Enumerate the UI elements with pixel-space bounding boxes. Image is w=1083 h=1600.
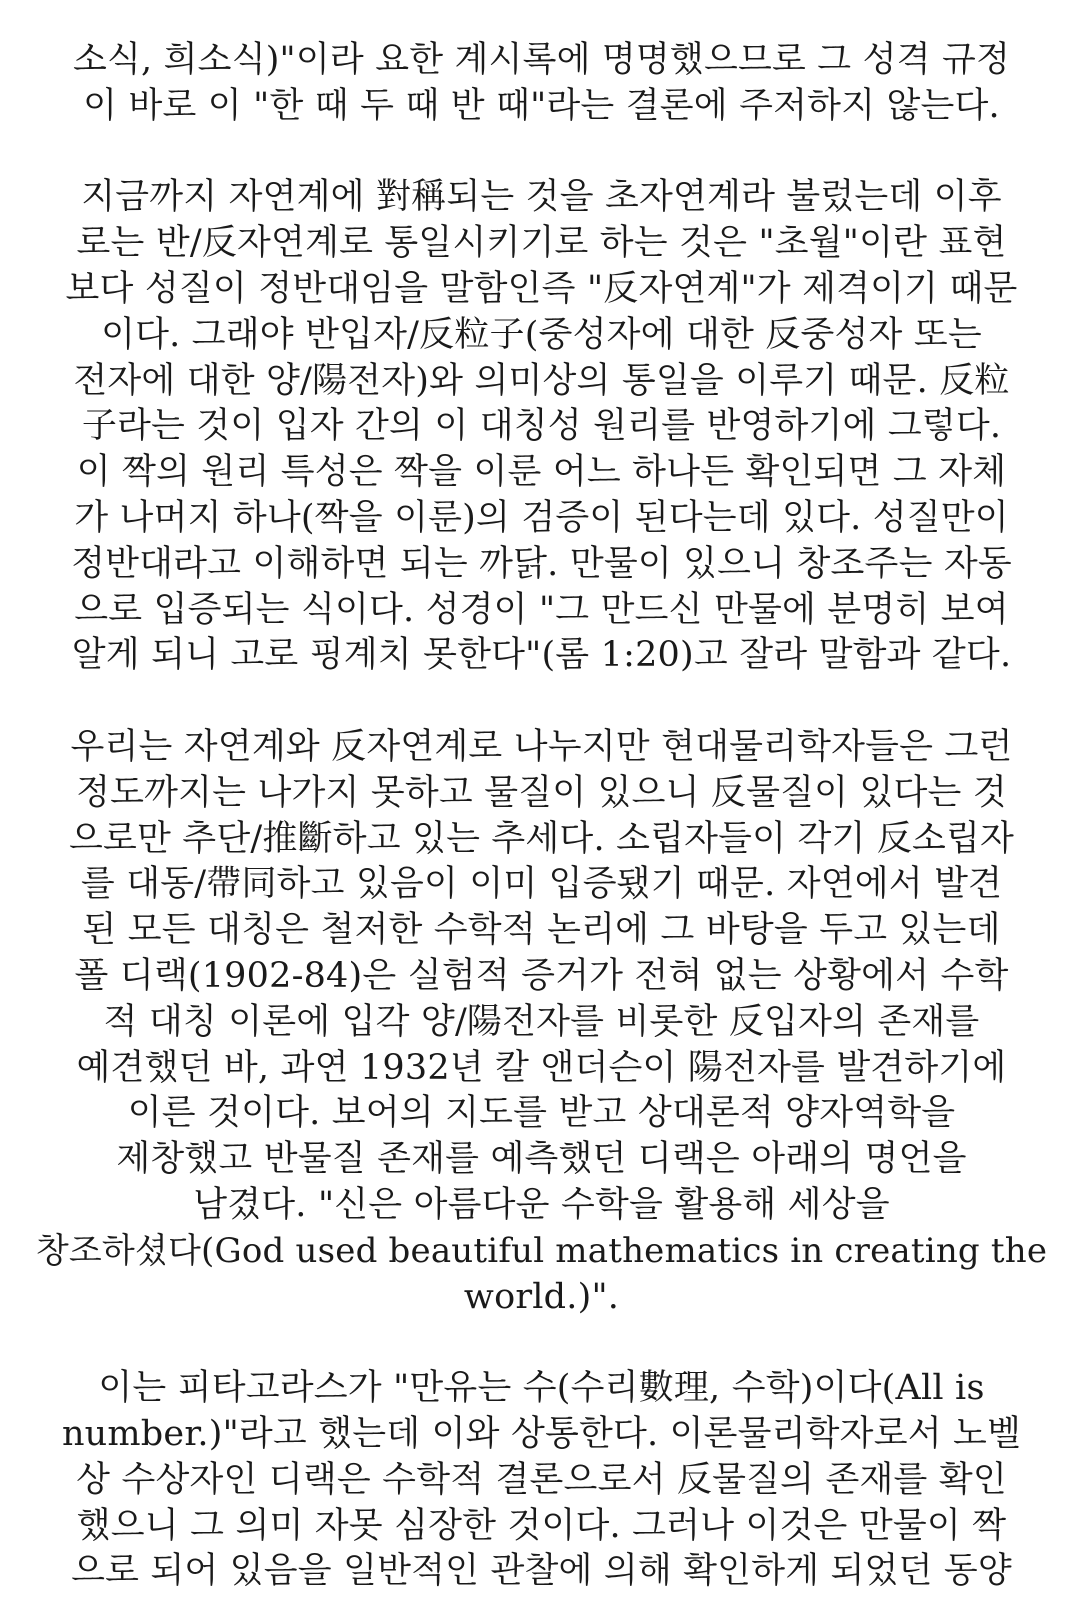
text-line: 창조하셨다(God used beautiful mathematics in creating the [35, 1230, 1048, 1271]
text-line: 예견했던 바, 과연 1932년 칼 앤더슨이 陽전자를 발견하기에 [76, 1047, 1007, 1088]
text-line: 으로만 추단/推斷하고 있는 추세다. 소립자들이 각기 反소립자 [68, 818, 1015, 859]
text-line: 정도까지는 나가지 못하고 물질이 있으니 反물질이 있다는 것 [76, 772, 1007, 813]
text-line: 소식, 희소식)"이라 요한 계시록에 명명했으므로 그 성격 규정 [73, 40, 1010, 80]
text-line: 이른 것이다. 보어의 지도를 받고 상대론적 양자역학을 [127, 1093, 956, 1134]
text-line: 이 짝의 원리 특성은 짝을 이룬 어느 하나든 확인되면 그 자체 [76, 452, 1007, 493]
text-line: 제창했고 반물질 존재를 예측했던 디랙은 아래의 명언을 [116, 1139, 967, 1180]
text-line: 를 대동/帶同하고 있음이 이미 입증됐기 때문. 자연에서 발견 [80, 864, 1003, 905]
text-line: 로는 반/反자연계로 통일시키기로 하는 것은 "초월"이란 표현 [76, 223, 1007, 264]
paragraph-1 [30, 38, 1053, 130]
text-line: 이 바로 이 "한 때 두 때 반 때"라는 결론에 주저하지 않는다. [83, 85, 1000, 126]
paragraph-4 [30, 1366, 1053, 1595]
text-line: 폴 디랙(1902-84)은 실험적 증거가 전혀 없는 상황에서 수학 [74, 955, 1009, 996]
text-line: 알게 되니 고로 핑계치 못한다"(롬 1:20)고 잘라 말함과 같다. [71, 635, 1012, 676]
text-line: world.)". [463, 1276, 620, 1317]
text-line: 남겼다. "신은 아름다운 수학을 활용해 세상을 [193, 1184, 890, 1225]
text-line: 으로 되어 있음을 일반적인 관찰에 의해 확인하게 되었던 동양 [71, 1551, 1012, 1592]
text-line: 지금까지 자연계에 對稱되는 것을 초자연계라 불렀는데 이후 [81, 177, 1002, 218]
text-line: 이다. 그래야 반입자/反粒子(중성자에 대한 反중성자 또는 [101, 314, 982, 355]
text-line: 가 나머지 하나(짝을 이룬)의 검증이 된다는데 있다. 성질만이 [74, 497, 1009, 538]
text-line: 상 수상자인 디랙은 수학적 결론으로서 反물질의 존재를 확인 [76, 1459, 1007, 1500]
text-line: 이는 피타고라스가 "만유는 수(수리數理, 수학)이다(All is [98, 1368, 985, 1409]
text-line: 적 대칭 이론에 입각 양/陽전자를 비롯한 反입자의 존재를 [103, 1001, 980, 1042]
paragraph-2 [30, 175, 1053, 679]
text-line: 으로 입증되는 식이다. 성경이 "그 만드신 만물에 분명히 보여 [74, 589, 1009, 630]
body-text [30, 38, 1053, 1600]
text-line: 정반대라고 이해하면 되는 까닭. 만물이 있으니 창조주는 자동 [71, 543, 1012, 584]
text-line: 보다 성질이 정반대임을 말함인즉 "反자연계"가 제격이기 때문 [65, 268, 1018, 309]
text-line: 전자에 대한 양/陽전자)와 의미상의 통일을 이루기 때문. 反粒 [73, 360, 1010, 401]
text-line: number.)"라고 했는데 이와 상통한다. 이론물리학자로서 노벨 [61, 1413, 1022, 1454]
text-line: 子라는 것이 입자 간의 이 대칭성 원리를 반영하기에 그렇다. [81, 406, 1002, 447]
paragraph-3 [30, 725, 1053, 1320]
text-line: 우리는 자연계와 反자연계로 나누지만 현대물리학자들은 그런 [70, 726, 1013, 767]
text-line: 된 모든 대칭은 철저한 수학적 논리에 그 바탕을 두고 있는데 [82, 910, 1001, 951]
text-line: 했으니 그 의미 자못 심장한 것이다. 그러나 이것은 만물이 짝 [76, 1505, 1007, 1546]
